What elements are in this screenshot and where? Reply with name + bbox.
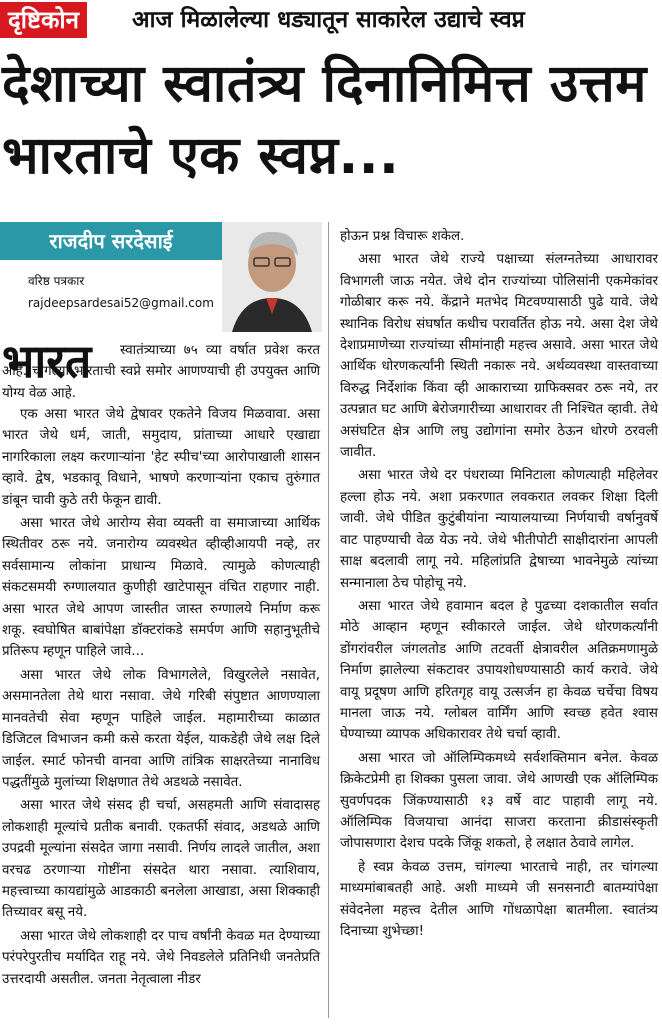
kicker-bar <box>0 0 662 44</box>
body-paragraph: हे स्वप्न केवळ उत्तम, चांगल्या भारताचे नाही, तर चांगल्या माध्यमांबाबतही आहे. अशी माध्यमे जी सनसनाटी बातम्यांपेक्षा संवेदनेला महत्त्व देतील आणि गोंधळापेक्षा बातमीला. स्वातंत्र्य दिनाच्या शुभेच्छा! <box>340 859 658 939</box>
left-column <box>2 404 320 992</box>
dropcap: भारत <box>2 334 92 388</box>
body-paragraph: असा भारत जेथे राज्ये पक्षाच्या संलग्नतेच्या आधारावर विभागली जाऊ नयेत. जेथे दोन राज्यांच्या पोलिसांनी एकमेकांवर गोळीबार करू नये. केंद्राने मतभेद मिटवण्यासाठी पुढे यावे. जेथे स्थानिक विरोध संघर्षात कधीच परावर्तित होऊ नये. असा देश जेथे देशाप्रमाणेच्या राज्यांच्या सीमांनाही महत्त्व असावे. असा भारत जेथे आर्थिक धोरणकर्त्यांनी स्थिती नकारू नये. अर्थव्यवस्था वास्तवाच्या विरुद्ध निर्देशांक किंवा व्ही आकाराच्या ग्राफिक्सवर ठरू नये, तर उत्पन्नात घट आणि बेरोजगारीच्या आधारावर ती निश्चित व्हावी. तेथे असंघटित क्षेत्र आणि लघु उद्योगांना समोर ठेऊन धोरणे ठरवली जावीत. <box>340 252 658 461</box>
body-paragraph: असा भारत जो ऑलिम्पिकमध्ये सर्वशक्तिमान बनेल. केवळ क्रिकेटप्रेमी हा शिक्का पुसला जावा. जेथे आणखी एक ऑलिम्पिक सुवर्णपदक जिंकण्यासाठी १३ वर्षे वाट पाहावी लागू नये. ऑलिम्पिक विजयाचा आनंदा साजरा करताना क्रीडासंस्कृती जोपासणारा देशच पदके जिंकू शकतो, हे लक्षात ठेवावे लागेल. <box>340 750 658 852</box>
body-paragraph: असा भारत जेथे हवामान बदल हे पुढच्या दशकातील सर्वात मोठे आव्हान म्हणून स्वीकारले जाईल. जेथे धोरणकर्त्यांनी डोंगरांवरील जंगलतोड आणि तटवर्ती क्षेत्रावरील अतिक्रमणामुळे निर्माण झालेल्या संकटावर उपायशोधण्यासाठी कार्य करावे. जेथे वायू प्रदूषण आणि हरितगृह वायू उत्सर्जन हा केवळ चर्चेचा विषय मानला जाऊ नये. ग्लोबल वार्मिंग आणि स्वच्छ हवेत श्वास घेण्याच्या व्यापक अधिकारावर तेथे चर्चा व्हावी. <box>340 598 658 743</box>
body-paragraph: असा भारत जेथे लोक विभागलेले, विखुरलेले नसावेत, असमानतेला तेथे थारा नसावा. जेथे गरिबी संपुष्टात आणण्याला मानवतेची सेवा म्हणून पाहिले जाईल. महामारीच्या काळात डिजिटल विभाजन कमी कसे करता येईल, याकडेही जेथे लक्ष दिले जाईल. स्मार्ट फोनची वानवा आणि तांत्रिक साक्षरतेच्या नानाविध पद्धतींमुळे मुलांच्या शिक्षणात तेथे अडथळे नसावेत. <box>2 667 320 790</box>
author-name: राजदीप सरदेसाई <box>0 222 222 260</box>
author-role: वरिष्ठ पत्रकार <box>28 274 85 288</box>
right-column <box>340 226 658 944</box>
body-paragraph: असा भारत जेथे संसद ही चर्चा, असहमती आणि संवादासह लोकशाही मूल्यांचे प्रतीक बनावी. एकतर्फी संवाद, अडथळे आणि उपद्रवी मूल्यांना संसदेत जागा नसावी. निर्णय लादले जातील, अशा वरचढ ठरणाऱ्या गोष्टींना संसदेत थारा नसावा. त्याशिवाय, महत्त्वाच्या कायद्यांमुळे आडकाठी बनलेला आखाडा, असा शिक्काही तिच्यावर बसू नये. <box>2 798 320 921</box>
body-paragraph: असा भारत जेथे आरोग्य सेवा व्यक्ती वा समाजाच्या आर्थिक स्थितीवर ठरू नये. जनारोग्य व्यवस्थेत व्हीव्हीआयपी नव्हे, तर सर्वसामान्य लोकांना प्राधान्य मिळावे. त्यामुळे कोणत्याही संकटसमयी रुग्णालयात कुणीही खाटेपासून वंचित राहणार नाही. असा भारत जेथे आपण जास्तीत जास्त रुग्णालये निर्माण करू शकू. स्वघोषित बाबांपेक्षा डॉक्टरांकडे समर्पण आणि सहानुभूतीचे प्रतिरूप म्हणून पाहिले जावे... <box>2 516 320 660</box>
body-paragraph: होऊन प्रश्न विचारू शकेल. <box>340 229 465 244</box>
body-paragraph: एक असा भारत जेथे द्वेषावर एकतेने विजय मिळवावा. असा भारत जेथे धर्म, जाती, समुदाय, प्रांताच्या आधारे एखाद्या नागरिकाला लक्ष्य करणाऱ्यांना 'हेट स्पीच'च्या आरोपाखाली शासन व्हावे. द्वेष, भडकावू विधाने, भाषणे करणाऱ्यांना एकाच तुरुंगात डांबून चावी कुठे तरी फेकून द्यावी. <box>2 407 320 508</box>
lead-paragraph <box>2 340 320 404</box>
kicker-text: आज मिळालेल्या धड्यातून साकारेल उद्याचे स्वप्न <box>132 7 525 33</box>
body-paragraph: असा भारत जेथे दर पंधराव्या मिनिटाला कोणत्याही महिलेवर हल्ला होऊ नये. अशा प्रकरणात लवकरात लवकर शिक्षा दिली जावी. जेथे पीडित कुटुंबीयांना न्यायालयाच्या निर्णयाची वर्षानुवर्षे वाट पाहण्याची वेळ येऊ नये. जेथे भीतीपोटी साक्षीदारांना आपली साक्ष बदलावी लागू नये. महिलांप्रति द्वेषाच्या भावनेमुळे त्यांच्या सन्मानाला ठेच पोहोचू नये. <box>340 468 658 591</box>
author-email: rajdeepsardesai52@gmail.com <box>28 296 214 310</box>
section-label: दृष्टिकोन <box>0 2 87 38</box>
body-paragraph: असा भारत जेथे लोकशाही दर पाच वर्षांनी केवळ मत देण्याच्या परंपरेपुरतीच मर्यादित राहू नये. जेथे निवडलेले प्रतिनिधी जनतेप्रति उत्तरदायी असतील. जनता नेतृत्वाला नीडर <box>2 928 320 987</box>
lead-text: स्वातंत्र्याच्या ७५ व्या वर्षात प्रवेश करत आहे. चांगल्या भारताची स्वप्ने समोर आणण्याची ही उपयुक्त आणि योग्य वेळ आहे. <box>2 343 320 401</box>
author-photo <box>222 222 322 332</box>
headline: देशाच्या स्वातंत्र्य दिनानिमित्त उत्तम भारताचे एक स्वप्न... <box>2 54 647 186</box>
column-divider <box>328 222 329 1018</box>
